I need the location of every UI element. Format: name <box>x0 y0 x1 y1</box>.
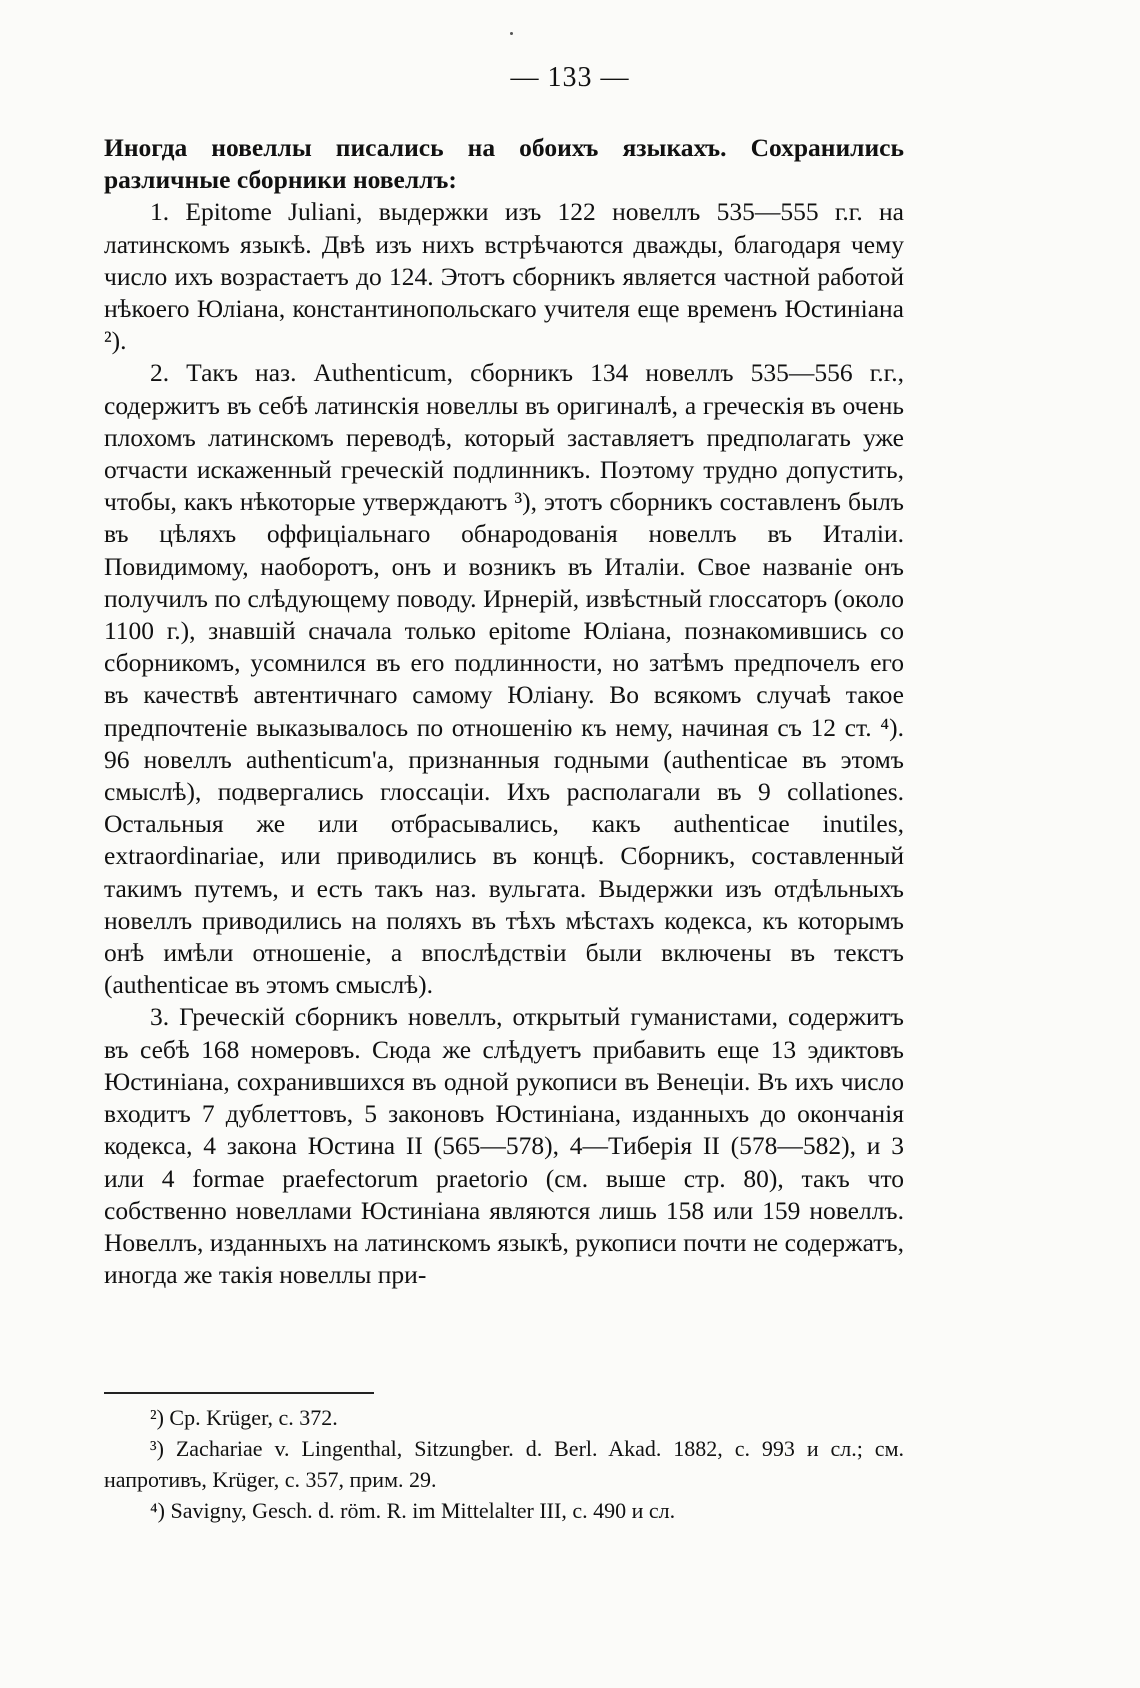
paragraph-authenticum: 2. Такъ наз. Authenticum, сборникъ 134 новеллъ 535—556 г.г., содержитъ въ себѣ латинскія новеллы въ оригиналѣ, а греческія въ очень плохомъ латинскомъ переводѣ, который заставляетъ предполагать уже отчасти искаженный греческій подлинникъ. Поэтому трудно допустить, чтобы, какъ нѣкоторые утверждаютъ ³), этотъ сборникъ составленъ былъ въ цѣляхъ оффиціальнаго обнародованія новеллъ въ Италіи. Повидимому, наоборотъ, онъ и возникъ въ Италіи. Свое названіе онъ получилъ по слѣдующему поводу. Ирнерій, извѣстный глоссаторъ (около 1100 г.), знавшій сначала только epitome Юліана, познакомившись со сборникомъ, усомнился въ его подлинности, но затѣмъ предпочелъ его въ качествѣ автентичнаго самому Юліану. Во всякомъ случаѣ такое предпочтеніе выказывалось по отношенію къ нему, начиная съ 12 ст. ⁴). 96 новеллъ authenticum'a, признанныя годными (authenticae въ этомъ смыслѣ), подвергались глоссаціи. Ихъ располагали въ 9 collationes. Остальныя же или отбрасывались, какъ authenticae inutiles, extraordinariae, или приводились въ концѣ. Сборникъ, составленный такимъ путемъ, и есть такъ наз. вульгата. Выдержки изъ отдѣльныхъ новеллъ приводились на поляхъ въ тѣхъ мѣстахъ кодекса, къ которымъ онѣ имѣли отношеніе, а впослѣдствіи были включены въ текстъ (authenticae въ этомъ смыслѣ). <box>104 358 904 1000</box>
footnote-divider <box>104 1392 374 1394</box>
footnotes <box>104 1402 904 1526</box>
footnote-4: ⁴) Savigny, Gesch. d. röm. R. im Mittelalter III, c. 490 и сл. <box>150 1498 676 1523</box>
paragraph-greek-collection: 3. Греческій сборникъ новеллъ, открытый гуманистами, содержитъ въ себѣ 168 номеровъ. Сюда же слѣдуетъ прибавить еще 13 эдиктовъ Юстиніана, сохранившихся въ одной рукописи въ Венеціи. Въ ихъ число входитъ 7 дублеттовъ, 5 законовъ Юстиніана, изданныхъ до окончанія кодекса, 4 закона Юстина II (565—578), 4—Тиберія II (578—582), и 3 или 4 formae praefectorum praetorio (см. выше стр. 80), такъ что собственно новеллами Юстиніана являются лишь 158 или 159 новеллъ. Новеллъ, изданныхъ на латинскомъ языкѣ, рукописи почти не содержатъ, иногда же такія новеллы при- <box>104 1002 904 1290</box>
footnote-2: ²) Cp. Krüger, c. 372. <box>150 1405 338 1430</box>
paragraph-intro: Иногда новеллы писались на обоихъ языкахъ. Сохранились различные сборники новеллъ: <box>104 133 904 195</box>
main-text <box>104 132 904 1291</box>
paragraph-epitome-juliani: 1. Epitome Juliani, выдержки изъ 122 новеллъ 535—555 г.г. на латинскомъ языкѣ. Двѣ изъ нихъ встрѣчаются дважды, благодаря чему число ихъ возрастаетъ до 124. Этотъ сборникъ является частной работой нѣкоего Юліана, константинопольскаго учителя еще временъ Юстиніана ²). <box>104 197 904 356</box>
scan-speck <box>510 32 513 35</box>
footnote-3: ³) Zachariae v. Lingenthal, Sitzungber. d. Berl. Akad. 1882, c. 993 и сл.; см. напротивъ, Krüger, c. 357, прим. 29. <box>104 1436 904 1492</box>
page-number: — 133 — <box>510 62 630 93</box>
